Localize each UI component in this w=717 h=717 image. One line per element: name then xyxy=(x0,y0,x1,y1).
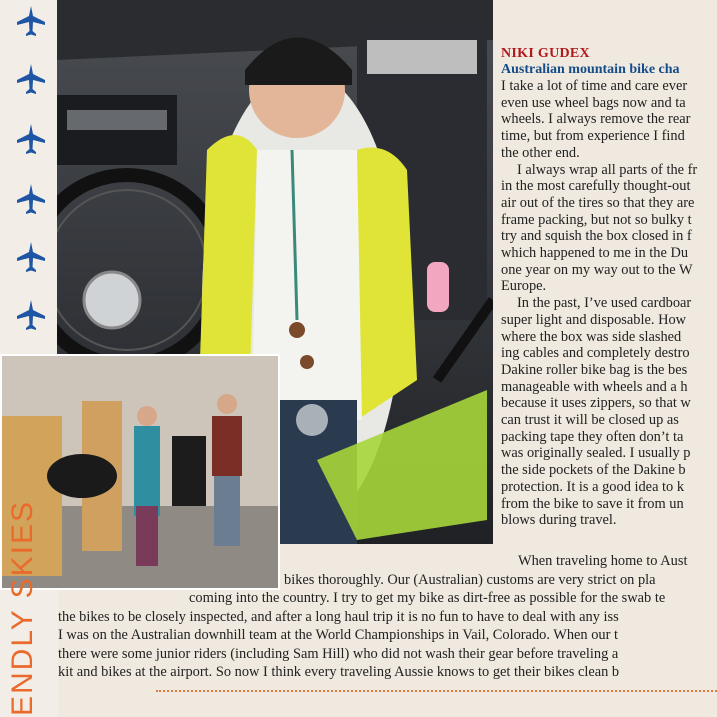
text-line: one year on my way out to the W xyxy=(501,261,693,278)
text-line: air out of the tires so that they are xyxy=(501,194,695,211)
right-column-text xyxy=(501,78,717,529)
text-line: When traveling home to Aust xyxy=(518,553,688,569)
text-line: which happened to me in the Du xyxy=(501,245,689,262)
text-line: can trust it will be closed up as xyxy=(501,412,679,429)
text-line: wheels. I always remove the rear xyxy=(501,111,691,128)
text-line: the bikes to be closely inspected, and after a long haul trip it is no fun to have to deal with any iss xyxy=(58,608,619,625)
plane-icon xyxy=(14,240,48,274)
text-line: where the box was side slashed xyxy=(501,328,682,345)
text-line: try and squish the box closed in f xyxy=(501,228,692,245)
plane-icon xyxy=(14,182,48,216)
author-title: Australian mountain bike cha xyxy=(501,62,680,77)
article-right-column xyxy=(501,46,717,529)
text-line: coming into the country. I try to get my bike as dirt-free as possible for the swab te xyxy=(189,590,666,606)
text-line: manageable with wheels and a h xyxy=(501,378,688,395)
text-line: there were some junior riders (including Sam Hill) who did not wash their gear before traveling a xyxy=(58,645,619,662)
text-line: In the past, I’ve used cardboar xyxy=(517,295,692,312)
text-line: blows during travel. xyxy=(501,512,617,529)
text-line: from the bike to save it from un xyxy=(501,495,684,512)
text-line: packing tape they often don’t ta xyxy=(501,428,684,445)
text-line: I always wrap all parts of the fr xyxy=(517,161,698,178)
text-line: bikes thoroughly. Our (Australian) customs are very strict on pla xyxy=(284,571,656,588)
text-line: was originally sealed. I usually p xyxy=(501,445,691,462)
plane-icon xyxy=(14,298,48,332)
text-line: Dakine roller bike bag is the bes xyxy=(501,361,688,378)
section-vertical-title: ENDLY SKIES xyxy=(6,500,39,716)
text-line: super light and disposable. How xyxy=(501,311,687,328)
author-name: NIKI GUDEX xyxy=(501,46,590,61)
text-line: even use wheel bags now and ta xyxy=(501,94,686,111)
plane-icon xyxy=(14,62,48,96)
text-line: because it uses zippers, so that w xyxy=(501,395,691,412)
plane-icon xyxy=(14,122,48,156)
text-line: kit and bikes at the airport. So now I think every traveling Aussie knows to get their bikes clean b xyxy=(58,664,620,680)
article-full-width-text xyxy=(58,552,717,682)
text-line: frame packing, but not so bulky t xyxy=(501,211,692,228)
text-line: in the most carefully thought-out xyxy=(501,178,691,195)
text-line: the side pockets of the Dakine b xyxy=(501,462,686,479)
plane-icon xyxy=(14,4,48,38)
text-line: the other end. xyxy=(501,144,580,161)
text-line: protection. It is a good idea to k xyxy=(501,478,685,495)
dotted-divider xyxy=(156,690,717,692)
text-line: I was on the Australian downhill team at the World Championships in Vail, Colorado. When our t xyxy=(58,627,619,643)
text-line: time, but from experience I find xyxy=(501,128,685,145)
text-line: I take a lot of time and care ever xyxy=(501,78,688,94)
text-line: Europe. xyxy=(501,278,547,295)
text-line: ing cables and completely destro xyxy=(501,345,690,362)
